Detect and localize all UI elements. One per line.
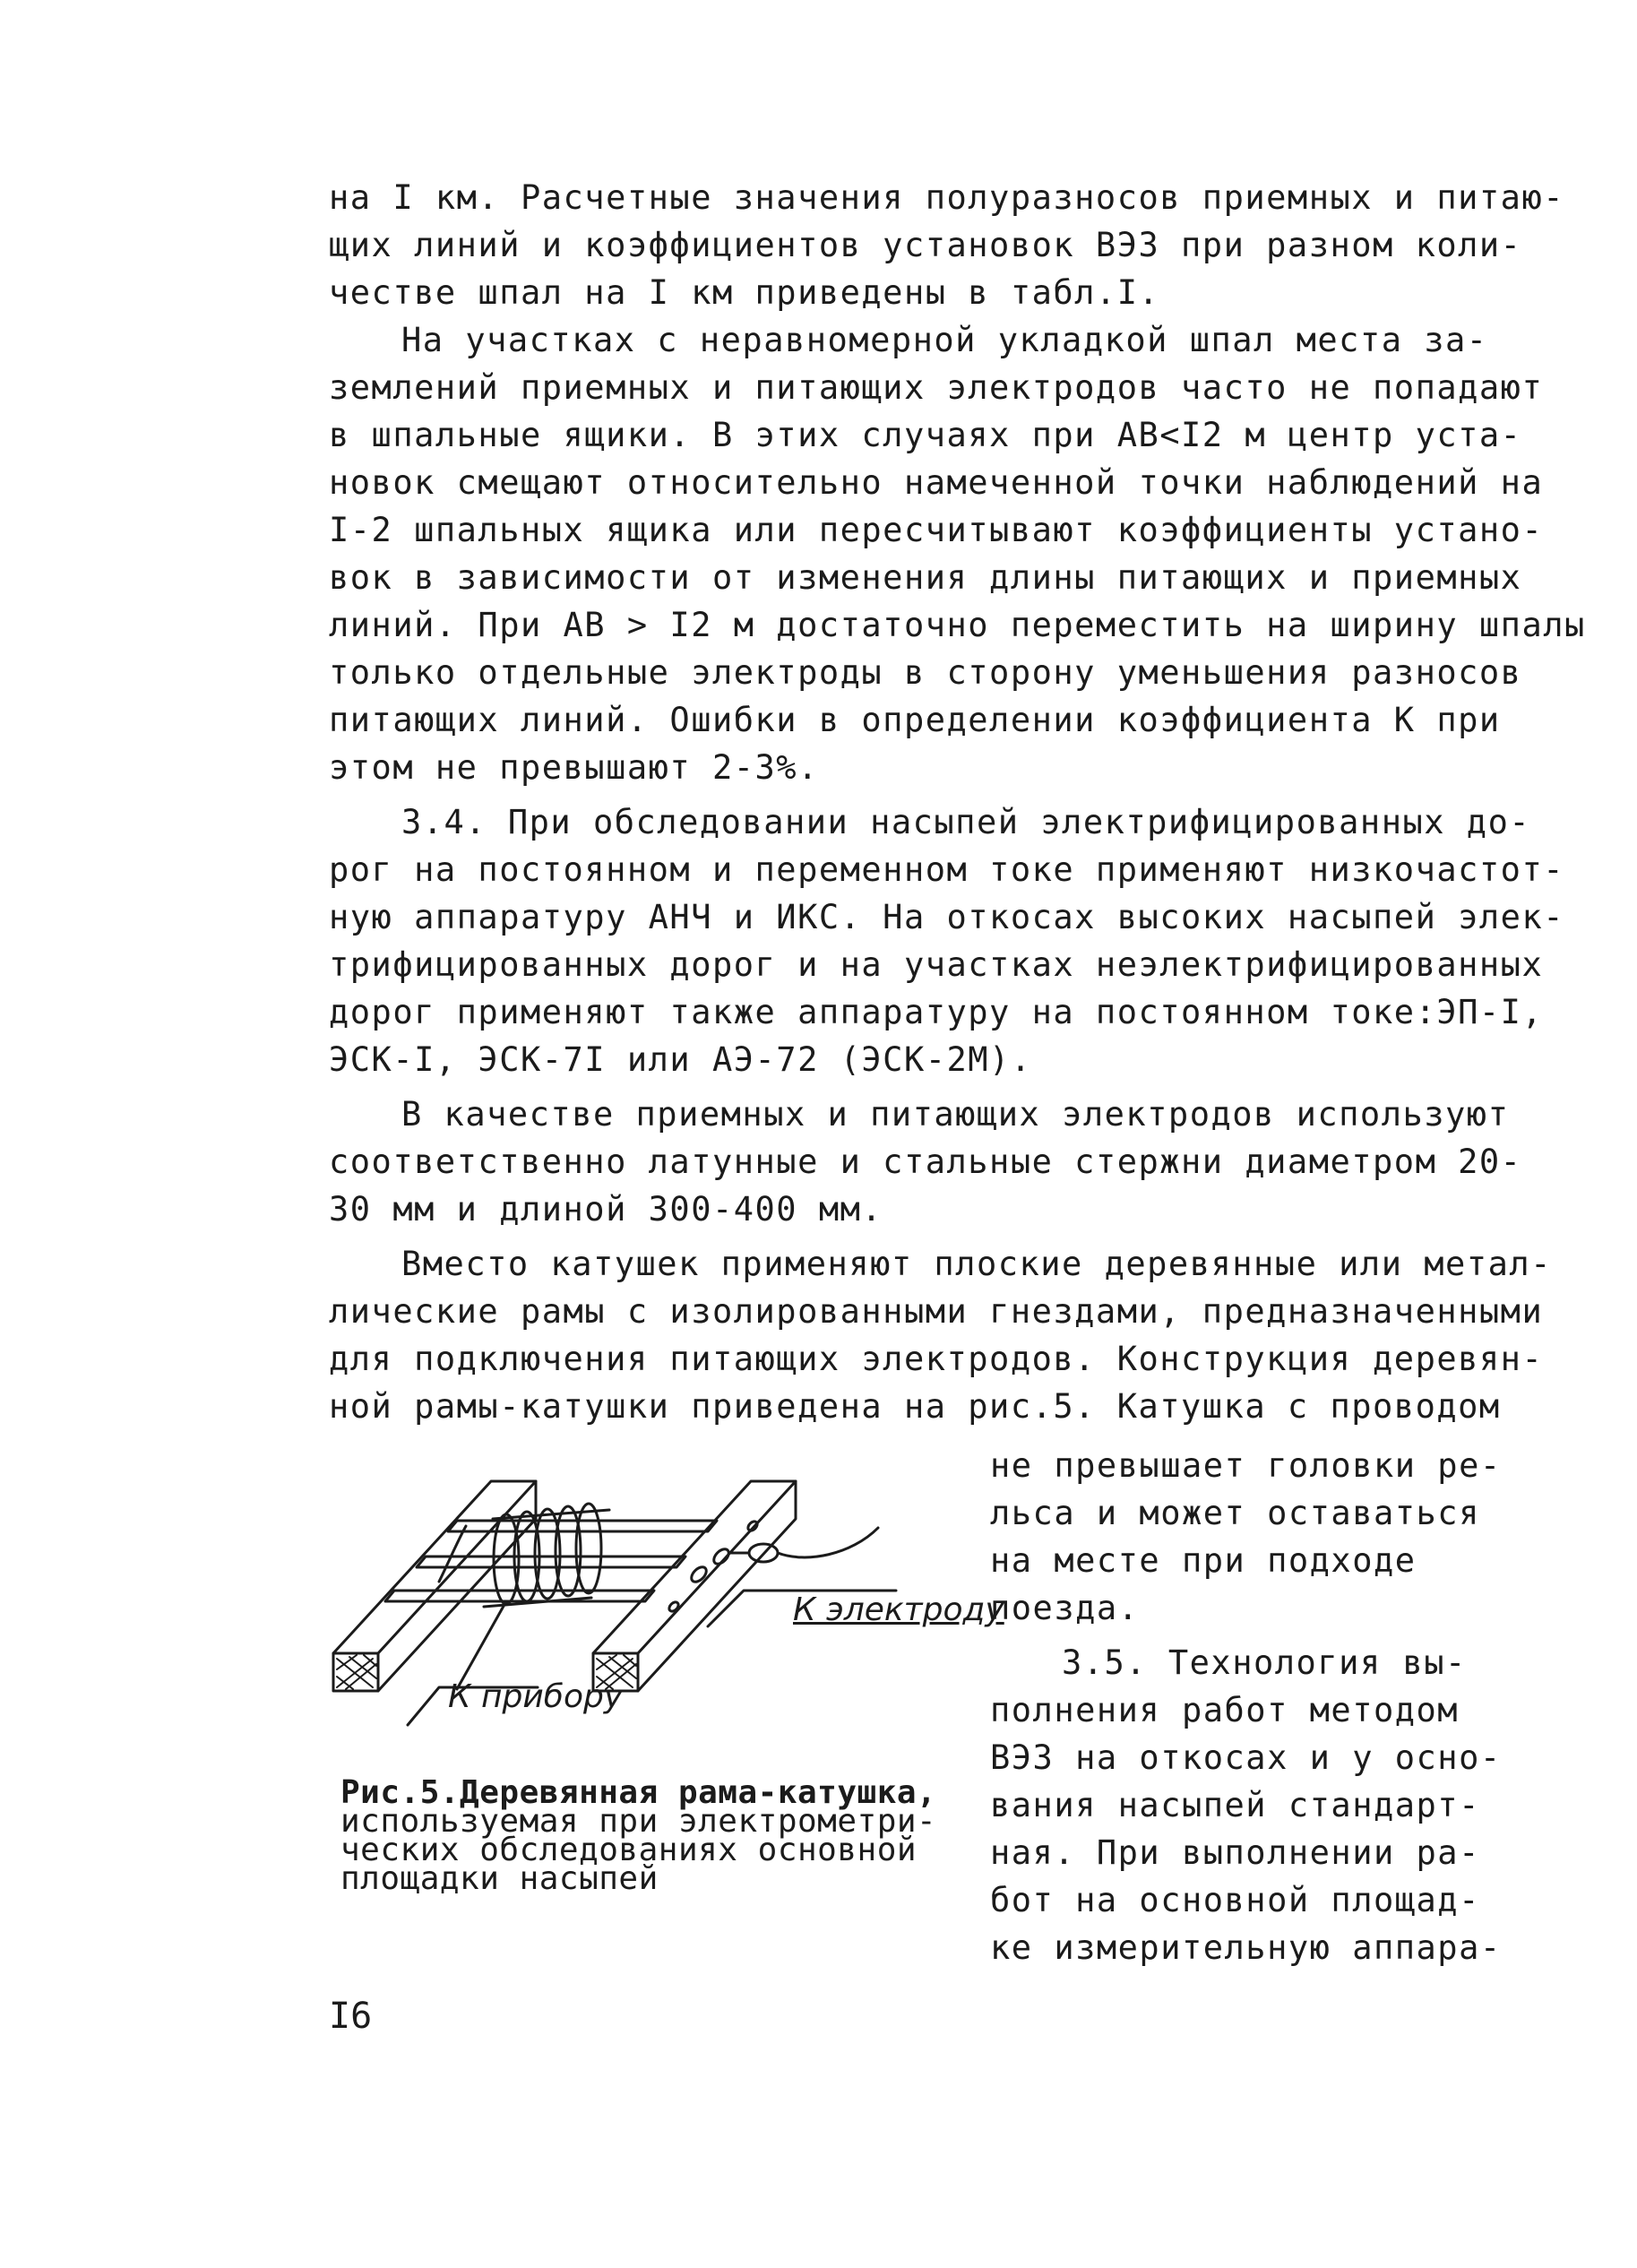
text-line: бот на основной площад-	[990, 1881, 1480, 1919]
text-line: На участках с неравномерной укладкой шпал места за-	[401, 321, 1488, 359]
text-line: новок смещают относительно намеченной точки наблюдений на	[329, 463, 1544, 502]
text-line: не превышает головки ре-	[990, 1446, 1502, 1485]
text-line: для подключения питающих электродов. Конструкция деревян-	[329, 1340, 1544, 1378]
text-line: 3.4. При обследовании насыпей электрифицированных до-	[401, 803, 1531, 841]
text-line: ЭСК-I, ЭСК-7I или АЭ-72 (ЭСК-2М).	[329, 1040, 1032, 1079]
caption-line: ческих обследованиях основной	[340, 1832, 918, 1868]
text-line: ке измерительную аппара-	[990, 1928, 1502, 1967]
caption-line: используемая при электрометри-	[340, 1803, 937, 1840]
text-line: ная. При выполнении ра-	[990, 1833, 1480, 1872]
text-line: вок в зависимости от изменения длины питающих и приемных	[329, 558, 1522, 597]
text-line: ную аппаратуру АНЧ и ИКС. На откосах высоких насыпей элек-	[329, 898, 1565, 936]
text-line: вания насыпей стандарт-	[990, 1786, 1480, 1824]
caption-line: Рис.5.Деревянная рама-катушка,	[340, 1774, 937, 1811]
device-label: К прибору	[448, 1678, 624, 1715]
text-line: рог на постоянном и переменном токе применяют низкочастот-	[329, 850, 1565, 889]
text-line: ной рамы-катушки приведена на рис.5. Катушка с проводом	[329, 1387, 1501, 1426]
text-line: соответственно латунные и стальные стержни диаметром 20-	[329, 1143, 1522, 1181]
text-line: питающих линий. Ошибки в определении коэффициента К при	[329, 701, 1501, 739]
text-line: честве шпал на I км приведены в табл.I.	[329, 273, 1160, 312]
text-line: линий. При АВ > I2 м достаточно переместить на ширину шпалы	[329, 606, 1586, 644]
text-line: 3.5. Технология вы-	[1062, 1643, 1467, 1682]
text-line: лические рамы с изолированными гнездами, предназначенными	[329, 1292, 1544, 1331]
caption-line: площадки насыпей	[340, 1860, 659, 1897]
text-line: В качестве приемных и питающих электродов используют	[401, 1095, 1510, 1134]
text-line: трифицированных дорог и на участках неэлектрифицированных	[329, 945, 1544, 984]
text-line: полнения работ методом	[990, 1691, 1460, 1729]
text-line: ВЭЗ на откосах и у осно-	[990, 1738, 1502, 1777]
text-line: щих линий и коэффициентов установок ВЭЗ при разном коли-	[329, 226, 1522, 264]
page-number: I6	[329, 1996, 373, 2037]
text-line: дорог применяют также аппаратуру на постоянном токе:ЭП-I,	[329, 993, 1544, 1031]
text-line: I-2 шпальных ящика или пересчитывают коэффициенты устано-	[329, 511, 1544, 549]
text-line: этом не превышают 2-3%.	[329, 748, 819, 787]
electrode-label: К электроду	[793, 1591, 1004, 1628]
text-line: поезда.	[990, 1589, 1140, 1627]
text-line: только отдельные электроды в сторону уменьшения разносов	[329, 653, 1522, 692]
text-line: землений приемных и питающих электродов часто не попадают	[329, 368, 1544, 407]
text-line: Вместо катушек применяют плоские деревянные или метал-	[401, 1245, 1552, 1283]
text-line: на месте при подходе	[990, 1541, 1417, 1580]
text-line: в шпальные ящики. В этих случаях при АВ<I2 м центр уста-	[329, 416, 1522, 454]
text-line: на I км. Расчетные значения полуразносов приемных и питаю-	[329, 178, 1565, 217]
text-line: льса и может оставаться	[990, 1494, 1480, 1532]
text-line: 30 мм и длиной 300-400 мм.	[329, 1190, 883, 1229]
